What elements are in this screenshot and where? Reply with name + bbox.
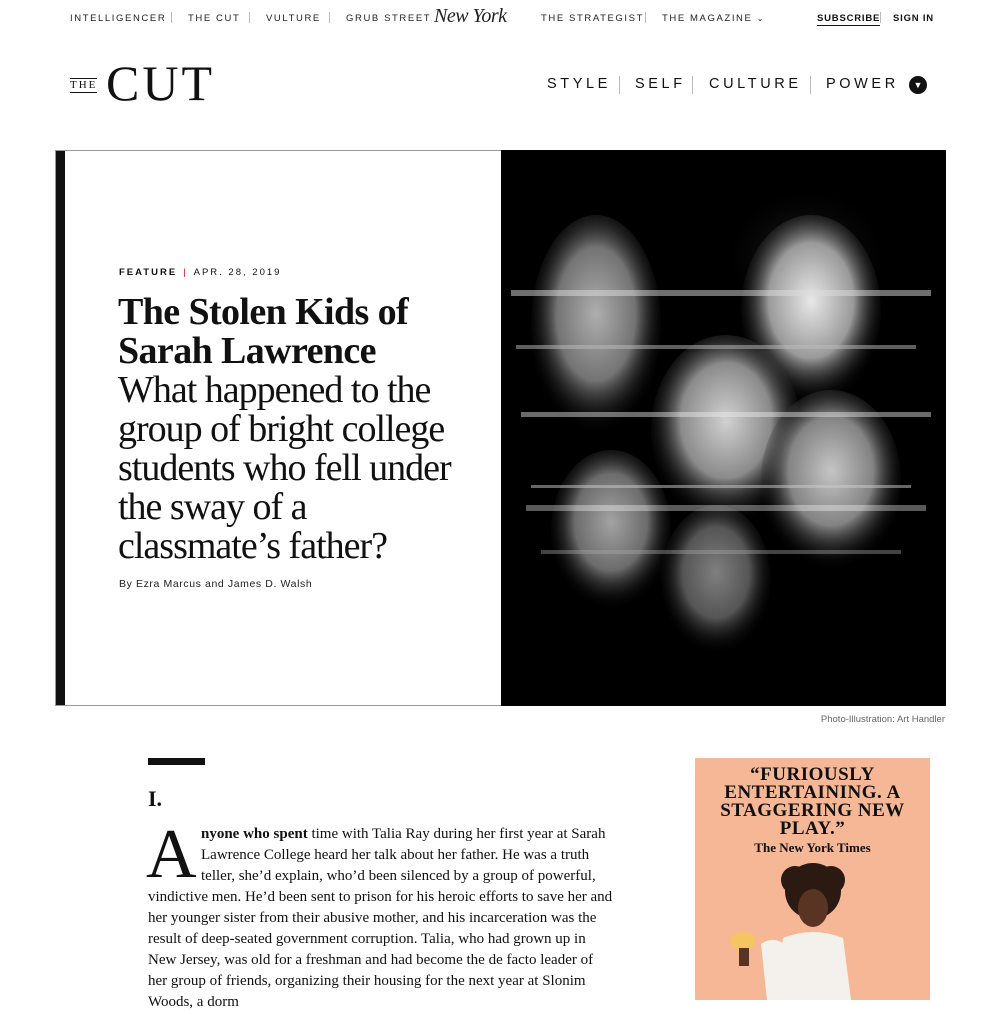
body-line: her younger sister from their abusive mother, and his incarceration was the	[148, 910, 597, 926]
hero-photo-illustration	[501, 150, 946, 706]
body-line	[201, 826, 605, 843]
section-culture[interactable]: CULTURE	[709, 76, 802, 92]
section-self[interactable]: SELF	[635, 76, 686, 92]
ad-quote: “FURIOUSLY ENTERTAINING. A STAGGERING NEW PLAY.”	[720, 764, 905, 839]
body-line-text: time with Talia Ray during her first year at Sarah	[307, 826, 606, 842]
article-headline: The Stolen Kids of Sarah Lawrence	[118, 291, 409, 372]
nav-intelligencer[interactable]: INTELLIGENCER	[70, 13, 167, 24]
top-nav	[0, 0, 1000, 36]
nav-divider	[249, 12, 250, 23]
body-line: Lawrence College heard her talk about her father. He was a truth	[201, 847, 590, 863]
section-style[interactable]: STYLE	[547, 76, 611, 92]
article-kicker	[119, 267, 281, 278]
nav-divider	[880, 12, 881, 23]
body-line: her group of friends, organizing their housing for the next year at Slonim	[148, 973, 586, 989]
ad-performer-image	[695, 758, 930, 1000]
new-york-logo[interactable]: New York	[434, 5, 507, 27]
nav-grub-street[interactable]: GRUB STREET	[346, 13, 432, 24]
nav-the-magazine-label: THE MAGAZINE	[662, 13, 753, 24]
section-number: I.	[148, 786, 163, 811]
article-byline: By Ezra Marcus and James D. Walsh	[119, 578, 313, 590]
subscribe-link[interactable]: SUBSCRIBE	[817, 13, 881, 24]
nav-the-cut[interactable]: THE CUT	[188, 13, 241, 24]
section-divider	[692, 76, 693, 94]
logo-the: THE	[70, 79, 98, 91]
section-power[interactable]: POWER	[826, 76, 899, 92]
lead-in: nyone who spent	[201, 826, 308, 842]
nav-divider	[645, 12, 646, 23]
ad-quote-source: The New York Times	[754, 840, 871, 855]
nav-the-magazine[interactable]	[662, 13, 765, 24]
article-dek: What happened to the group of bright college students who fell under the sway of a classmate’s father?	[118, 369, 451, 567]
section-divider	[810, 76, 811, 94]
nav-divider	[171, 12, 172, 23]
body-line: Woods, a dorm	[148, 994, 239, 1010]
kicker-divider: |	[183, 267, 188, 278]
chevron-down-icon: ▼	[913, 80, 923, 90]
sidebar-advertisement[interactable]	[695, 758, 930, 1000]
chevron-down-icon: ⌄	[756, 14, 766, 23]
body-line: New Jersey, was old for a freshman and had become the de facto leader of	[148, 952, 594, 968]
article-type[interactable]: FEATURE	[119, 267, 178, 278]
sign-in-link[interactable]: SIGN IN	[893, 13, 934, 24]
nav-the-strategist[interactable]: THE STRATEGIST	[541, 13, 644, 24]
article-date: APR. 28, 2019	[193, 267, 282, 278]
body-line: vindictive men. He’d been sent to prison for his heroic efforts to save her and	[148, 889, 613, 905]
nav-vulture[interactable]: VULTURE	[266, 13, 321, 24]
section-divider	[619, 76, 620, 94]
photo-credit: Photo-Illustration: Art Handler	[820, 714, 945, 725]
body-line: result of deep-seated government corruption. Talia, who had grown up in	[148, 931, 586, 947]
drop-cap: A	[146, 816, 197, 893]
section-rule	[148, 758, 205, 765]
body-line: teller, she’d explain, who’d been silenced by a group of powerful,	[201, 868, 596, 884]
menu-chevron-button[interactable]	[909, 76, 927, 94]
logo-cut: CUT	[106, 55, 215, 111]
hero-accent-bar	[56, 151, 65, 705]
glitched-faces-illustration	[501, 150, 946, 706]
nav-divider	[329, 12, 330, 23]
